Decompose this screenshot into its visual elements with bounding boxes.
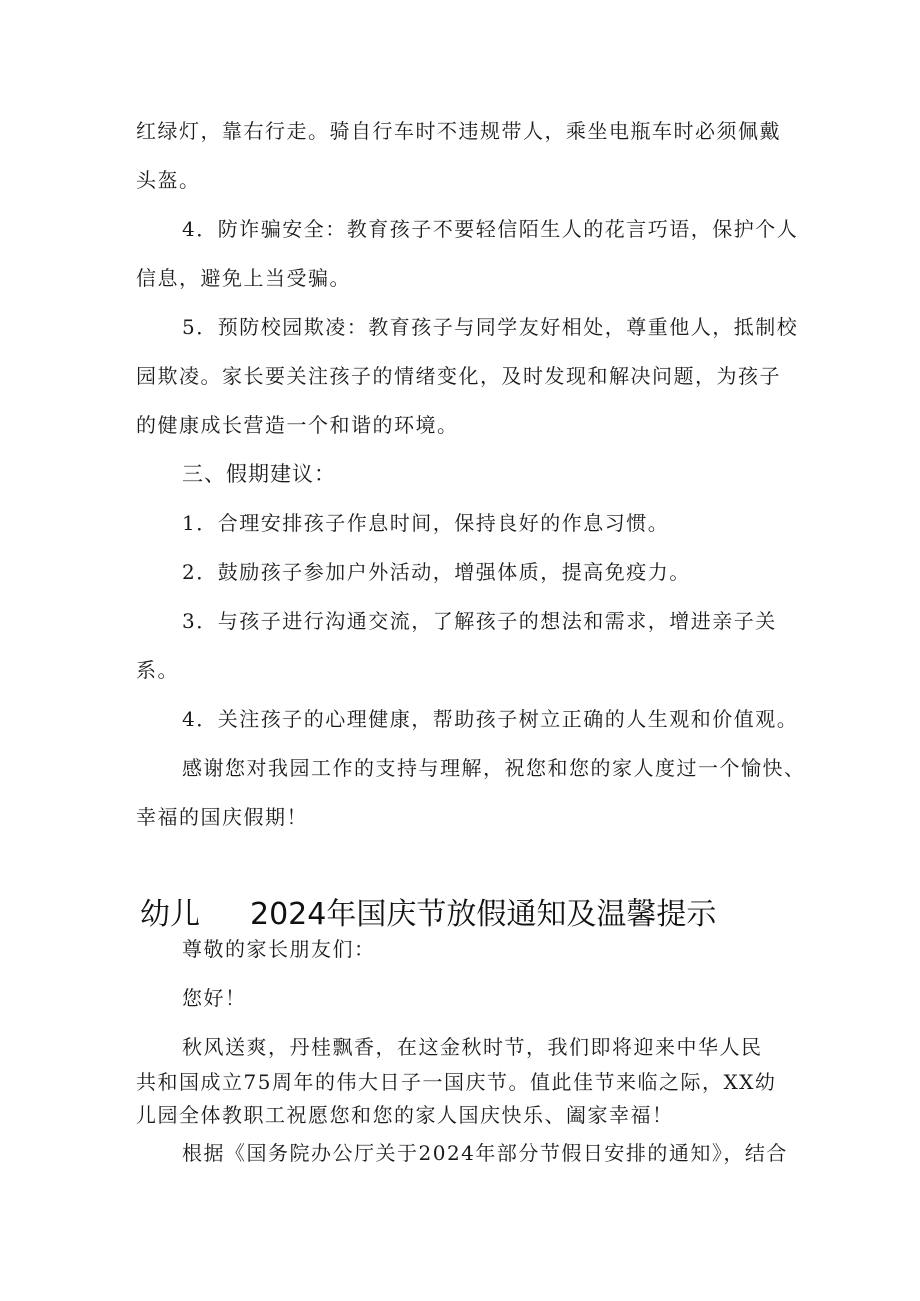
closing-line: 幸福的国庆假期！ (136, 805, 308, 829)
paragraph-line: 共和国成立75周年的伟大日子一国庆节。值此佳节来临之际，XX幼 (136, 1070, 777, 1094)
page-title (140, 895, 716, 935)
salutation: 尊敬的家长朋友们： (182, 937, 376, 961)
list-item: 3．与孩子进行沟通交流，了解孩子的想法和需求，增进亲子关 (182, 609, 777, 633)
text-line: 信息，避免上当受骗。 (136, 266, 351, 290)
paragraph-line: 秋风送爽，丹桂飘香，在这金秋时节，我们即将迎来中华人民 (182, 1035, 763, 1059)
text-line: 红绿灯，靠右行走。骑自行车时不违规带人，乘坐电瓶车时必须佩戴 (136, 119, 781, 143)
list-item: 1．合理安排孩子作息时间，保持良好的作息习惯。 (182, 511, 670, 535)
list-item: 2．鼓励孩子参加户外活动，增强体质，提高免疫力。 (182, 560, 691, 584)
list-item-anti-fraud: 4．防诈骗安全：教育孩子不要轻信陌生人的花言巧语，保护个人 (182, 217, 799, 241)
section-heading: 三、假期建议： (182, 462, 336, 486)
greeting: 您好！ (182, 986, 247, 1010)
closing-line: 感谢您对我园工作的支持与理解，祝您和您的家人度过一个愉快、 (182, 756, 806, 780)
text-line: 园欺凌。家长要关注孩子的情绪变化，及时发现和解决问题，为孩子 (136, 364, 781, 388)
list-item-anti-bullying: 5．预防校园欺凌：教育孩子与同学友好相处，尊重他人，抵制校 (182, 315, 799, 339)
text-line: 的健康成长营造一个和谐的环境。 (136, 413, 459, 437)
text-line: 头盔。 (136, 168, 201, 192)
paragraph-line: 儿园全体教职工祝愿您和您的家人国庆快乐、阖家幸福！ (136, 1103, 674, 1127)
title-part: 2024年国庆节放假通知及温馨提示 (250, 897, 717, 932)
text-line: 系。 (136, 658, 179, 682)
list-item: 4．关注孩子的心理健康，帮助孩子树立正确的人生观和价值观。 (182, 707, 799, 731)
paragraph-line: 根据《国务院办公厅关于2024年部分节假日安排的通知》，结合 (182, 1141, 788, 1165)
title-part: 幼儿 (140, 897, 200, 932)
